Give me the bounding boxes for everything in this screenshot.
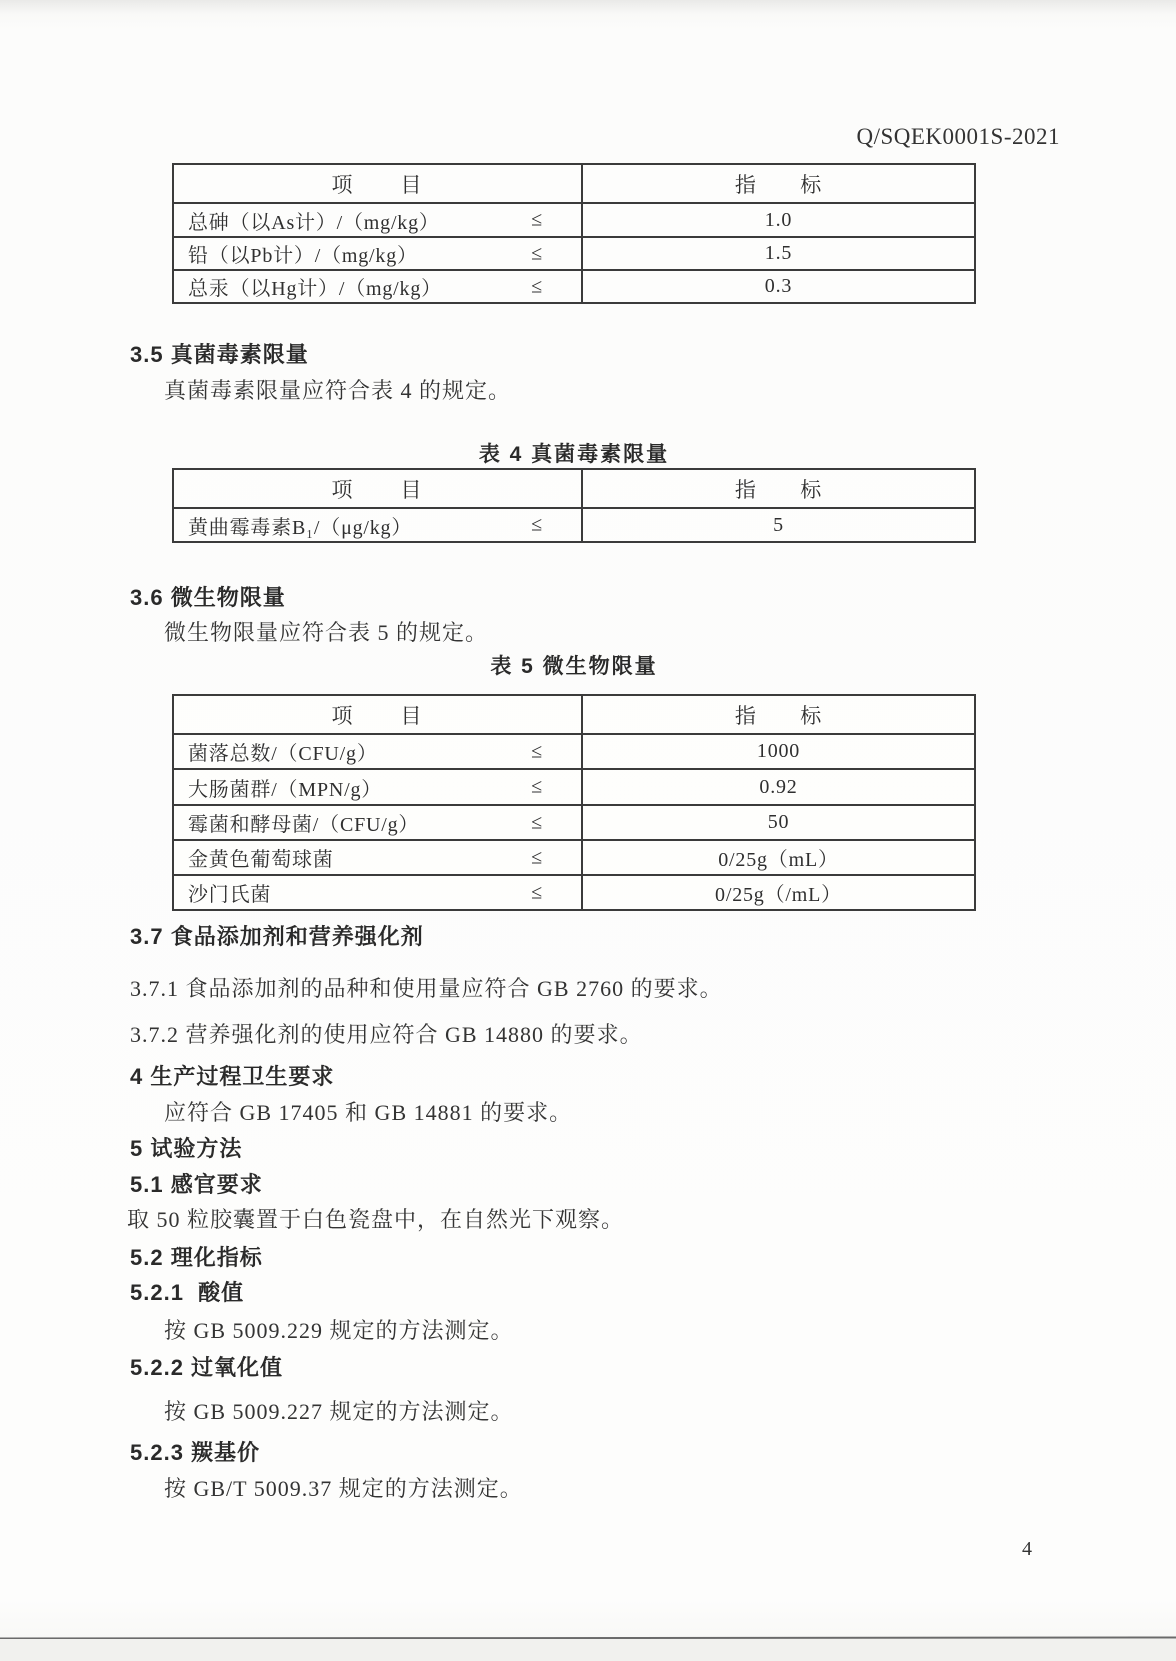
section-heading-5-2: 5.2 理化指标 bbox=[130, 1245, 263, 1270]
table4-caption: 表 4 真菌毒素限量 bbox=[478, 443, 670, 466]
col-header-item: 项 目 bbox=[174, 165, 583, 202]
row-item-label: 大肠菌群/（MPN/g） bbox=[188, 778, 383, 801]
heavy-metals-table bbox=[172, 163, 976, 304]
microbial-table bbox=[172, 694, 976, 911]
col-header-item: 项 目 bbox=[174, 696, 583, 733]
leq-symbol: ≤ bbox=[531, 513, 543, 536]
section-body-5-1: 取 50 粒胶囊置于白色瓷盘中，在自然光下观察。 bbox=[127, 1207, 625, 1232]
row-item-label: 总汞（以Hg计）/（mg/kg） bbox=[188, 278, 442, 300]
row-value: 0.3 bbox=[764, 275, 793, 297]
table-row bbox=[174, 768, 974, 804]
scan-shadow bbox=[0, 0, 1176, 14]
row-item-label: 黄曲霉毒素B₁/（μg/kg） bbox=[188, 516, 413, 539]
table-row bbox=[174, 874, 974, 909]
section-body-5-2-2: 按 GB 5009.227 规定的方法测定。 bbox=[164, 1399, 514, 1424]
section-heading-3-6: 3.6 微生物限量 bbox=[130, 585, 286, 610]
row-value: 5 bbox=[773, 513, 784, 536]
leq-symbol: ≤ bbox=[531, 208, 543, 231]
row-value: 0/25g（/mL） bbox=[715, 884, 842, 906]
row-value: 50 bbox=[767, 811, 790, 833]
row-value: 0.92 bbox=[759, 775, 798, 798]
table-row bbox=[174, 236, 974, 269]
section-heading-5: 5 试验方法 bbox=[130, 1136, 243, 1161]
table-row bbox=[174, 507, 974, 541]
section-heading-5-2-3: 5.2.3 羰基价 bbox=[130, 1440, 261, 1465]
row-item-label: 总砷（以As计）/（mg/kg） bbox=[188, 211, 440, 234]
leq-symbol: ≤ bbox=[531, 846, 543, 868]
col-header-value: 指 标 bbox=[734, 703, 823, 728]
section-body-5-2-3: 按 GB/T 5009.37 规定的方法测定。 bbox=[164, 1476, 523, 1501]
section-body-3-6: 微生物限量应符合表 5 的规定。 bbox=[164, 620, 489, 645]
section-heading-3-7: 3.7 食品添加剂和营养强化剂 bbox=[130, 924, 424, 949]
row-item-label: 铅（以Pb计）/（mg/kg） bbox=[188, 245, 418, 267]
row-item-label: 霉菌和酵母菌/（CFU/g） bbox=[188, 814, 420, 836]
section-body-5-2-1: 按 GB 5009.229 规定的方法测定。 bbox=[164, 1318, 514, 1343]
page-number: 4 bbox=[1022, 1538, 1032, 1560]
section-body-3-7-2: 3.7.2 营养强化剂的使用应符合 GB 14880 的要求。 bbox=[130, 1022, 643, 1047]
row-value: 0/25g（mL） bbox=[718, 849, 839, 871]
col-header-value: 指 标 bbox=[734, 477, 823, 502]
col-header-item: 项 目 bbox=[174, 470, 583, 507]
leq-symbol: ≤ bbox=[531, 811, 543, 833]
row-item-label: 金黄色葡萄球菌 bbox=[188, 849, 334, 871]
mycotoxin-table bbox=[172, 468, 976, 543]
section-body-3-5: 真菌毒素限量应符合表 4 的规定。 bbox=[164, 378, 512, 403]
leq-symbol: ≤ bbox=[531, 740, 543, 762]
section-heading-5-1: 5.1 感官要求 bbox=[130, 1172, 263, 1197]
col-header-value: 指 标 bbox=[734, 172, 823, 197]
row-item-label: 菌落总数/（CFU/g） bbox=[188, 743, 378, 765]
table-row bbox=[174, 804, 974, 839]
section-heading-5-2-2: 5.2.2 过氧化值 bbox=[130, 1355, 284, 1380]
table5-caption: 表 5 微生物限量 bbox=[490, 655, 658, 678]
table-header-row bbox=[174, 696, 974, 733]
row-value: 1000 bbox=[756, 740, 801, 762]
row-item-label: 沙门氏菌 bbox=[188, 884, 272, 906]
leq-symbol: ≤ bbox=[531, 242, 543, 264]
section-heading-3-5: 3.5 真菌毒素限量 bbox=[130, 342, 309, 367]
table-row bbox=[174, 839, 974, 874]
leq-symbol: ≤ bbox=[531, 275, 543, 297]
leq-symbol: ≤ bbox=[531, 881, 543, 903]
table-row bbox=[174, 202, 974, 236]
table-header-row bbox=[174, 470, 974, 507]
row-value: 1.0 bbox=[764, 208, 793, 231]
section-heading-4: 4 生产过程卫生要求 bbox=[130, 1064, 335, 1089]
table-row bbox=[174, 733, 974, 768]
table-header-row bbox=[174, 165, 974, 202]
section-body-4: 应符合 GB 17405 和 GB 14881 的要求。 bbox=[164, 1100, 573, 1125]
section-heading-5-2-1: 5.2.1 酸值 bbox=[130, 1280, 245, 1305]
row-value: 1.5 bbox=[764, 242, 793, 264]
table-row bbox=[174, 269, 974, 302]
scan-background-strip bbox=[0, 1639, 1176, 1661]
section-body-3-7-1: 3.7.1 食品添加剂的品种和使用量应符合 GB 2760 的要求。 bbox=[130, 976, 723, 1001]
doc-code: Q/SQEK0001S-2021 bbox=[856, 124, 1060, 149]
leq-symbol: ≤ bbox=[531, 775, 543, 798]
